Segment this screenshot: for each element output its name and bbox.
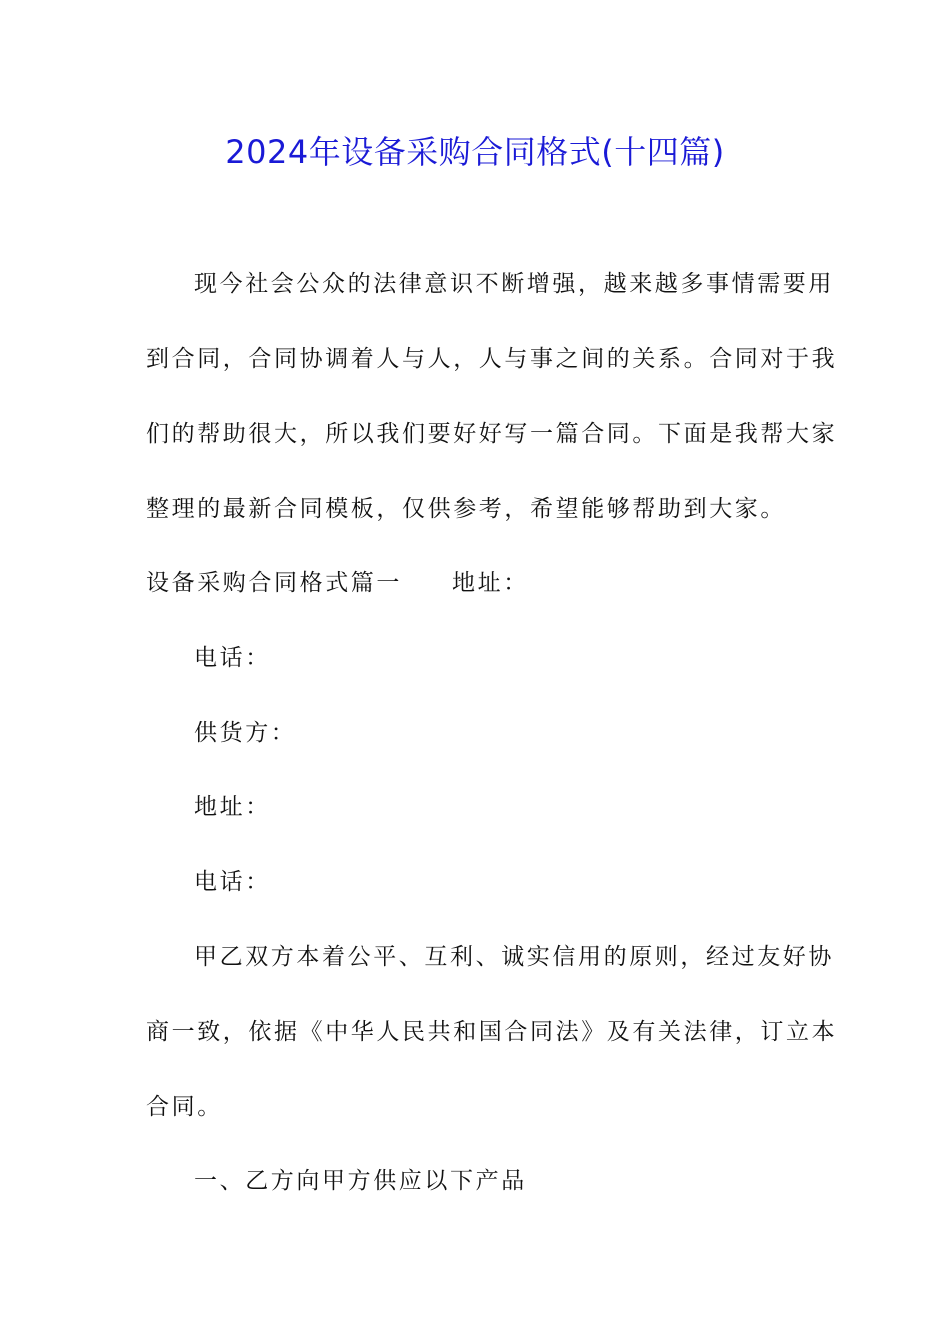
section-address-label: 地址： (452, 570, 529, 596)
intro-line-2: 到合同，合同协调着人与人，人与事之间的关系。合同对于我 (146, 346, 838, 372)
section-heading: 设备采购合同格式篇一 (146, 570, 402, 596)
phone-label-1: 电话： (194, 645, 271, 671)
address-label-2: 地址： (194, 794, 271, 820)
agreement-line-3: 合同。 (146, 1094, 223, 1120)
phone-label-2: 电话： (194, 869, 271, 895)
clause-1: 一、乙方向甲方供应以下产品 (194, 1168, 527, 1194)
document-title: 2024年设备采购合同格式(十四篇) (225, 133, 725, 171)
supplier-label: 供货方： (194, 720, 297, 746)
intro-line-1: 现今社会公众的法律意识不断增强，越来越多事情需要用 (194, 271, 834, 297)
section-heading-line (146, 568, 529, 598)
agreement-line-1: 甲乙双方本着公平、互利、诚实信用的原则，经过友好协 (194, 944, 834, 970)
intro-line-4: 整理的最新合同模板，仅供参考，希望能够帮助到大家。 (146, 496, 786, 522)
intro-line-3: 们的帮助很大，所以我们要好好写一篇合同。下面是我帮大家 (146, 421, 838, 447)
agreement-line-2: 商一致，依据《中华人民共和国合同法》及有关法律，订立本 (146, 1019, 838, 1045)
